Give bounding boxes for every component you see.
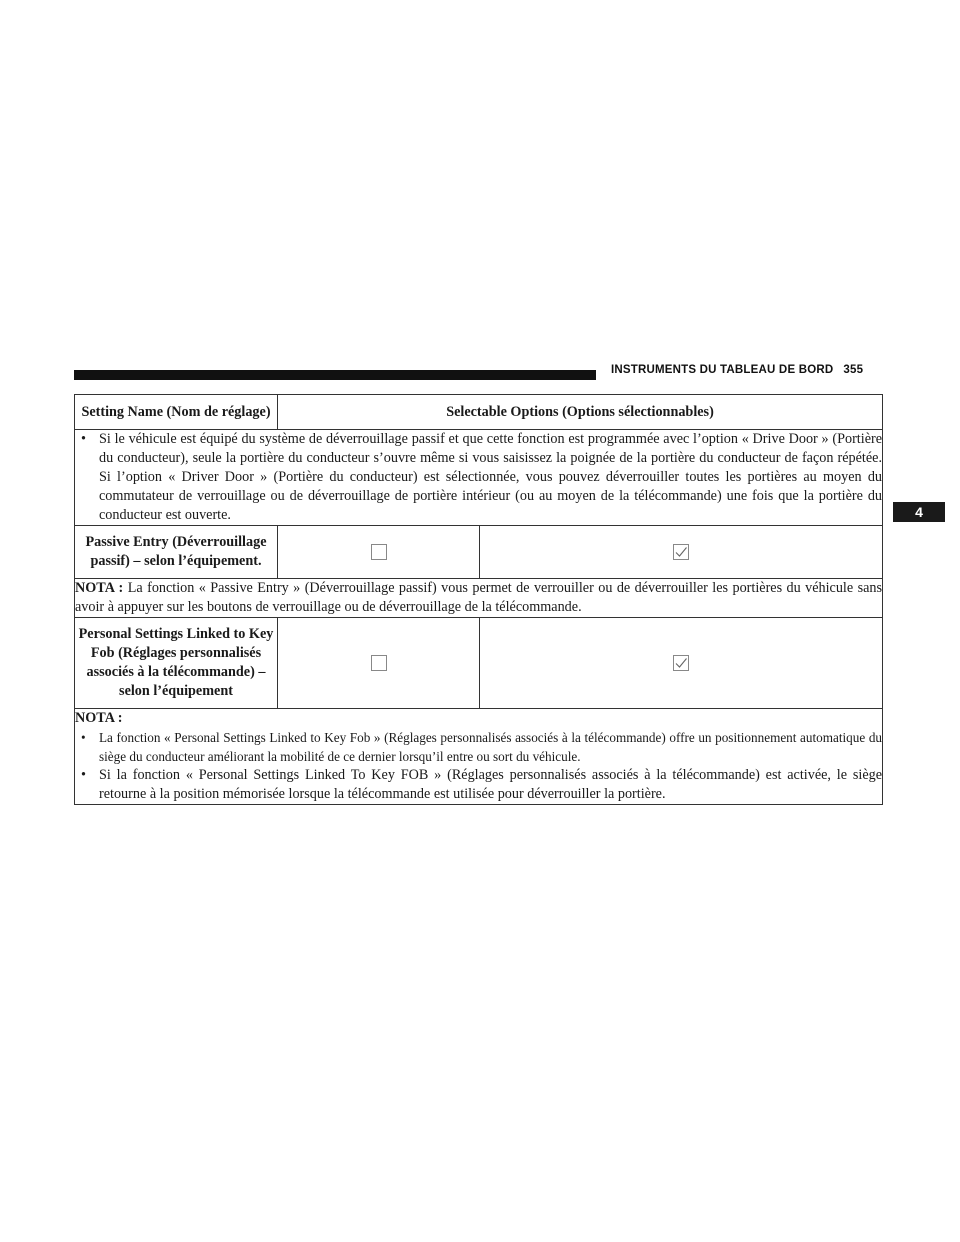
- checked-box-icon: [673, 655, 689, 671]
- note-bullet-text: Si la fonction « Personal Settings Linked To Key FOB » (Réglages personnalisés associés à la télécommande) est activée, le siège retourne à la position mémorisée lorsque la télécommande est utilisée pour déverrouiller la portière.: [99, 767, 883, 802]
- note-label: NOTA :: [75, 710, 123, 726]
- bullet-glyph: •: [81, 767, 86, 783]
- table-row: [75, 618, 883, 709]
- chapter-tab: 4: [893, 502, 945, 522]
- table-row: [75, 430, 883, 526]
- note-personal-settings: [75, 709, 883, 805]
- table-row: [75, 709, 883, 805]
- option-cell: [278, 618, 480, 709]
- checked-box-icon: [673, 544, 689, 560]
- header-rule: [74, 370, 596, 380]
- note-label: NOTA :: [75, 580, 124, 596]
- setting-name-personal-settings: Personal Settings Linked to Key Fob (Réglages personnalisés associés à la télécommande) – selon l’équipement: [75, 618, 278, 709]
- setting-name-passive-entry: Passive Entry (Déverrouillage passif) – selon l’équipement.: [75, 526, 278, 579]
- bullet-glyph: •: [81, 730, 86, 745]
- intro-bullet-cell: [75, 430, 883, 526]
- column-header-selectable-options: Selectable Options (Options sélectionnables): [278, 395, 883, 430]
- settings-table: [74, 394, 883, 805]
- list-item: [75, 430, 882, 525]
- table-header-row: [75, 395, 883, 430]
- note-text: La fonction « Passive Entry » (Déverrouillage passif) vous permet de verrouiller ou de déverrouiller les portières du véhicule sans avoir à appuyer sur les boutons de verrouillage ou de déverrouillage de la télécommande.: [75, 580, 883, 615]
- list-item: [75, 766, 882, 804]
- section-title: INSTRUMENTS DU TABLEAU DE BORD: [611, 364, 834, 376]
- unchecked-box-icon: [371, 544, 387, 560]
- option-cell: [480, 618, 883, 709]
- option-cell: [278, 526, 480, 579]
- bullet-glyph: •: [81, 431, 86, 447]
- running-header: [611, 364, 863, 376]
- option-cell: [480, 526, 883, 579]
- list-item: [75, 728, 882, 766]
- note-passive-entry: [75, 579, 883, 618]
- table-row: [75, 526, 883, 579]
- note-bullet-text: La fonction « Personal Settings Linked to Key Fob » (Réglages personnalisés associés à la télécommande) offre un positionnement automatique du siège du conducteur améliorant la mobilité de ce dernier lorsqu’il entre ou sort du véhicule.: [99, 730, 883, 764]
- column-header-setting-name: Setting Name (Nom de réglage): [75, 395, 278, 430]
- page-number: 355: [843, 364, 864, 376]
- table-row: [75, 579, 883, 618]
- unchecked-box-icon: [371, 655, 387, 671]
- intro-bullet-text: Si le véhicule est équipé du système de déverrouillage passif et que cette fonction est programmée avec l’option « Drive Door » (Portière du conducteur), seule la portière du conducteur s’ouvre même si vous saisissez la poignée de la portière du conducteur de façon répétée. Si l’option « Driver Door » (Portière du conducteur) est sélectionnée, vous pouvez déverrouiller toutes les portières au moyen du commutateur de verrouillage ou de déverrouillage de portière intérieur (ou au moyen de la télécommande) une fois que la portière du conducteur est ouverte.: [99, 431, 883, 523]
